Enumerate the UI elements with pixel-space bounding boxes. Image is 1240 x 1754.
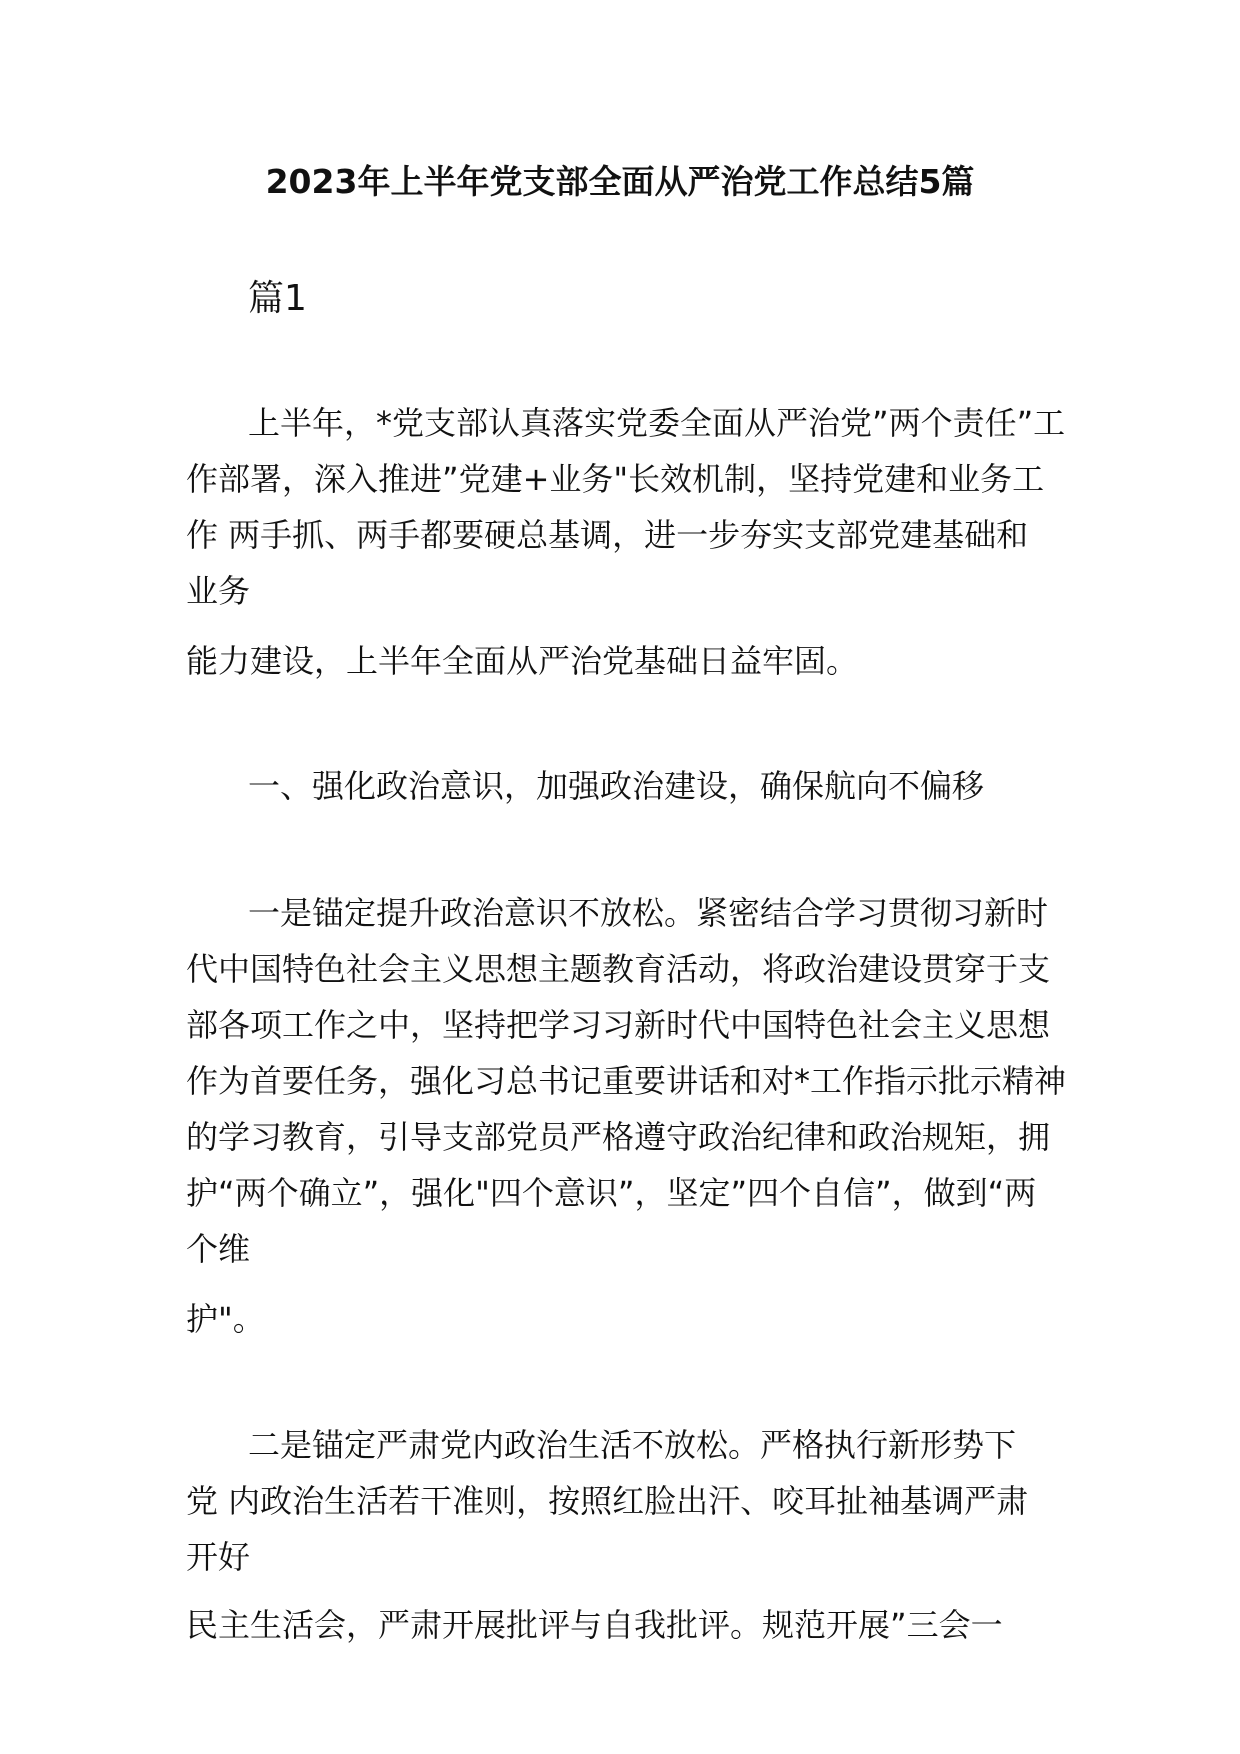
paragraph-line: 个维: [186, 1230, 251, 1268]
paragraph-line: 作 两手抓、两手都要硬总基调，进一步夯实支部党建基础和: [186, 516, 1029, 554]
paragraph-line: 护“两个确立”，强化"四个意识”，坚定”四个自信”，做到“两: [186, 1174, 1037, 1212]
paragraph-line: 部各项工作之中，坚持把学习习新时代中国特色社会主义思想: [186, 1006, 1051, 1044]
paragraph-line: 民主生活会，严肃开展批评与自我批评。规范开展”三会一: [186, 1606, 1003, 1644]
paragraph-line: 上半年，*党支部认真落实党委全面从严治党”两个责任”工: [248, 404, 1066, 442]
paragraph-line: 一是锚定提升政治意识不放松。紧密结合学习贯彻习新时: [248, 894, 1049, 932]
section-heading: 篇1: [248, 278, 307, 319]
document-title: 2023年上半年党支部全面从严治党工作总结5篇: [265, 162, 975, 201]
paragraph-line: 能力建设，上半年全面从严治党基础日益牢固。: [186, 642, 859, 680]
paragraph-line: 开好: [186, 1538, 251, 1576]
paragraph-line: 党 内政治生活若干准则，按照红脸出汗、咬耳扯袖基调严肃: [186, 1482, 1029, 1520]
paragraph-line: 二是锚定严肃党内政治生活不放松。严格执行新形势下: [248, 1426, 1017, 1464]
section-subheading: 一、强化政治意识，加强政治建设，确保航向不偏移: [248, 767, 985, 805]
paragraph-line: 代中国特色社会主义思想主题教育活动，将政治建设贯穿于支: [186, 950, 1051, 988]
paragraph-line: 业务: [186, 572, 251, 610]
paragraph-line: 作为首要任务，强化习总书记重要讲话和对*工作指示批示精神: [186, 1062, 1067, 1100]
paragraph-line: 护"。: [186, 1300, 265, 1338]
paragraph-line: 作部署，深入推进”党建+业务"长效机制，坚持党建和业务工: [186, 460, 1045, 498]
paragraph-line: 的学习教育，引导支部党员严格遵守政治纪律和政治规矩，拥: [186, 1118, 1051, 1156]
